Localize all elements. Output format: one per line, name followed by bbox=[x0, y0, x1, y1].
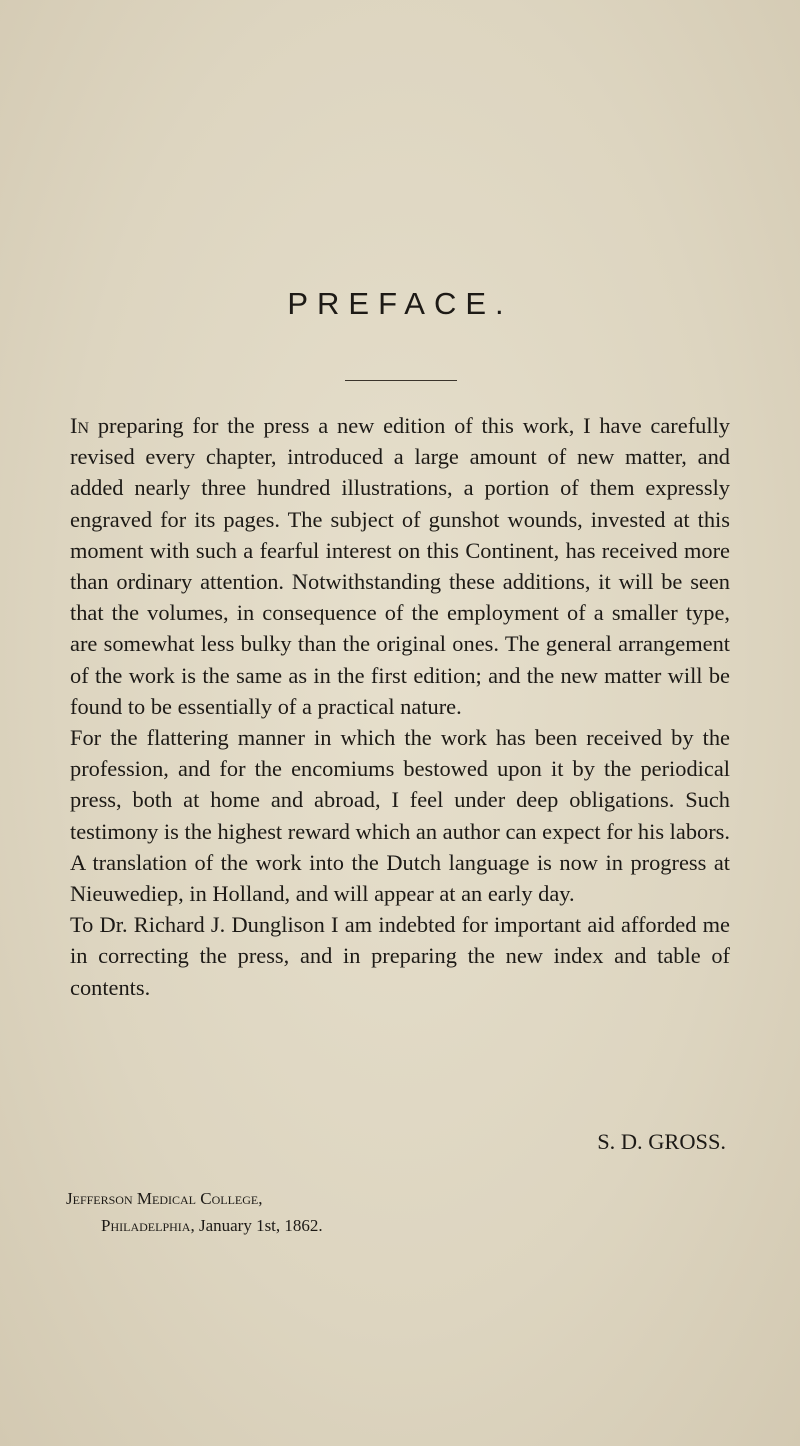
paragraph-1-text: preparing for the press a new edition of this work, I have carefully revised every chapter, introduced a large amount of new matter, and added nearly three hundred illustrations, a portion of them expressly engraved for its pages. The subject of gunshot wounds, invested at this moment with such a fearful interest on this Continent, has received more than ordinary attention. Notwithstanding these additions, it will be seen that the volumes, in consequence of the employment of a smaller type, are somewhat less bulky than the original ones. The general arrangement of the work is the same as in the first edition; and the new matter will be found to be essentially of a practical nature. bbox=[70, 413, 730, 719]
paragraph-1 bbox=[70, 410, 730, 722]
title-divider bbox=[345, 380, 457, 381]
institution-line: Jefferson Medical College, bbox=[66, 1189, 263, 1208]
date-text: January 1st, 1862. bbox=[194, 1216, 323, 1235]
place-name: Philadelphia, bbox=[101, 1216, 195, 1235]
page-title: PREFACE. bbox=[287, 286, 513, 321]
author-signature: S. D. GROSS. bbox=[597, 1129, 726, 1154]
paragraph-2: For the flattering manner in which the work has been received by the profession, and for the encomiums bestowed upon it by the periodical press, both at home and abroad, I feel under deep obligations. Such testimony is the highest reward which an author can expect for his labors. A translation of the work into the Dutch language is now in progress at Nieuwediep, in Holland, and will appear at an early day. bbox=[70, 725, 730, 907]
place-date-line bbox=[66, 1212, 323, 1239]
paragraph-3: To Dr. Richard J. Dunglison I am indebted for important aid afforded me in correcting the press, and in preparing the new index and table of contents. bbox=[70, 912, 730, 1000]
affiliation-block bbox=[66, 1185, 323, 1239]
preface-body bbox=[70, 410, 730, 1003]
paragraph-1-lead: In bbox=[70, 413, 90, 438]
